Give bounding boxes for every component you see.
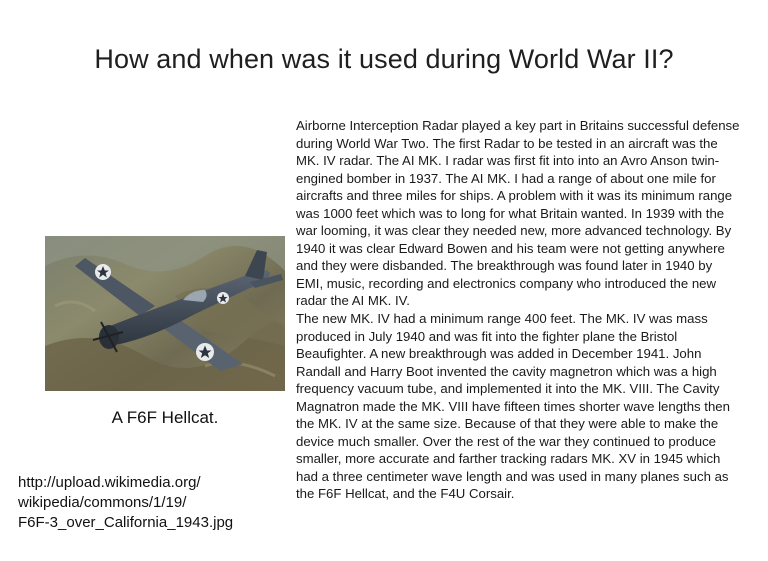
source-line: http://upload.wikimedia.org/ bbox=[18, 474, 201, 491]
hellcat-photo bbox=[45, 236, 285, 391]
source-line: F6F-3_over_California_1943.jpg bbox=[18, 514, 234, 531]
slide-title: How and when was it used during World War II? bbox=[94, 44, 674, 74]
source-line: wikipedia/commons/1/19/ bbox=[18, 494, 187, 511]
photo-caption: A F6F Hellcat. bbox=[111, 408, 219, 427]
body-paragraph: The new MK. IV had a minimum range 400 feet. The MK. IV was mass produced in July 1940 and was fit into the fighter plane the Bristol Beaufighter. A new breakthrough was added in December 1941. John Randall and Harry Boot invented the cavity magnetron which was a high frequency vacuum tube, and implemented it into the MK. VIII. The Cavity Magnatron made the MK. VIII have fifteen times shorter wave lengths then the MK. IV at the same size. Because of that they were able to make the device much smaller. Over the rest of the war they continued to produce smaller, more accurate and farther tracking radars MK. XV in 1945 which had a three centimeter wave length and was used in many planes such as the F6F Hellcat, and the F4U Corsair. bbox=[296, 311, 730, 502]
image-source-url bbox=[18, 473, 288, 533]
body-text bbox=[296, 117, 742, 503]
body-paragraph: Airborne Interception Radar played a key part in Britains successful defense during World War Two. The first Radar to be tested in an aircraft was the MK. IV radar. The AI MK. I radar was first fit into into an Avro Anson twin-engined bomber in 1937. The AI MK. I had a range of about one mile for aircrafts and three miles for ships. A problem with it was its minimum range was 1000 feet which was to long for what Britain wanted. In 1939 with the war looming, it was clear they needed new, more advanced technology. By 1940 it was clear Edward Bowen and his team were not getting anywhere and they were disbanded. The breakthrough was found later in 1940 by EMI, music, recording and electronics company who introduced the new radar the AI MK. IV. bbox=[296, 118, 740, 309]
